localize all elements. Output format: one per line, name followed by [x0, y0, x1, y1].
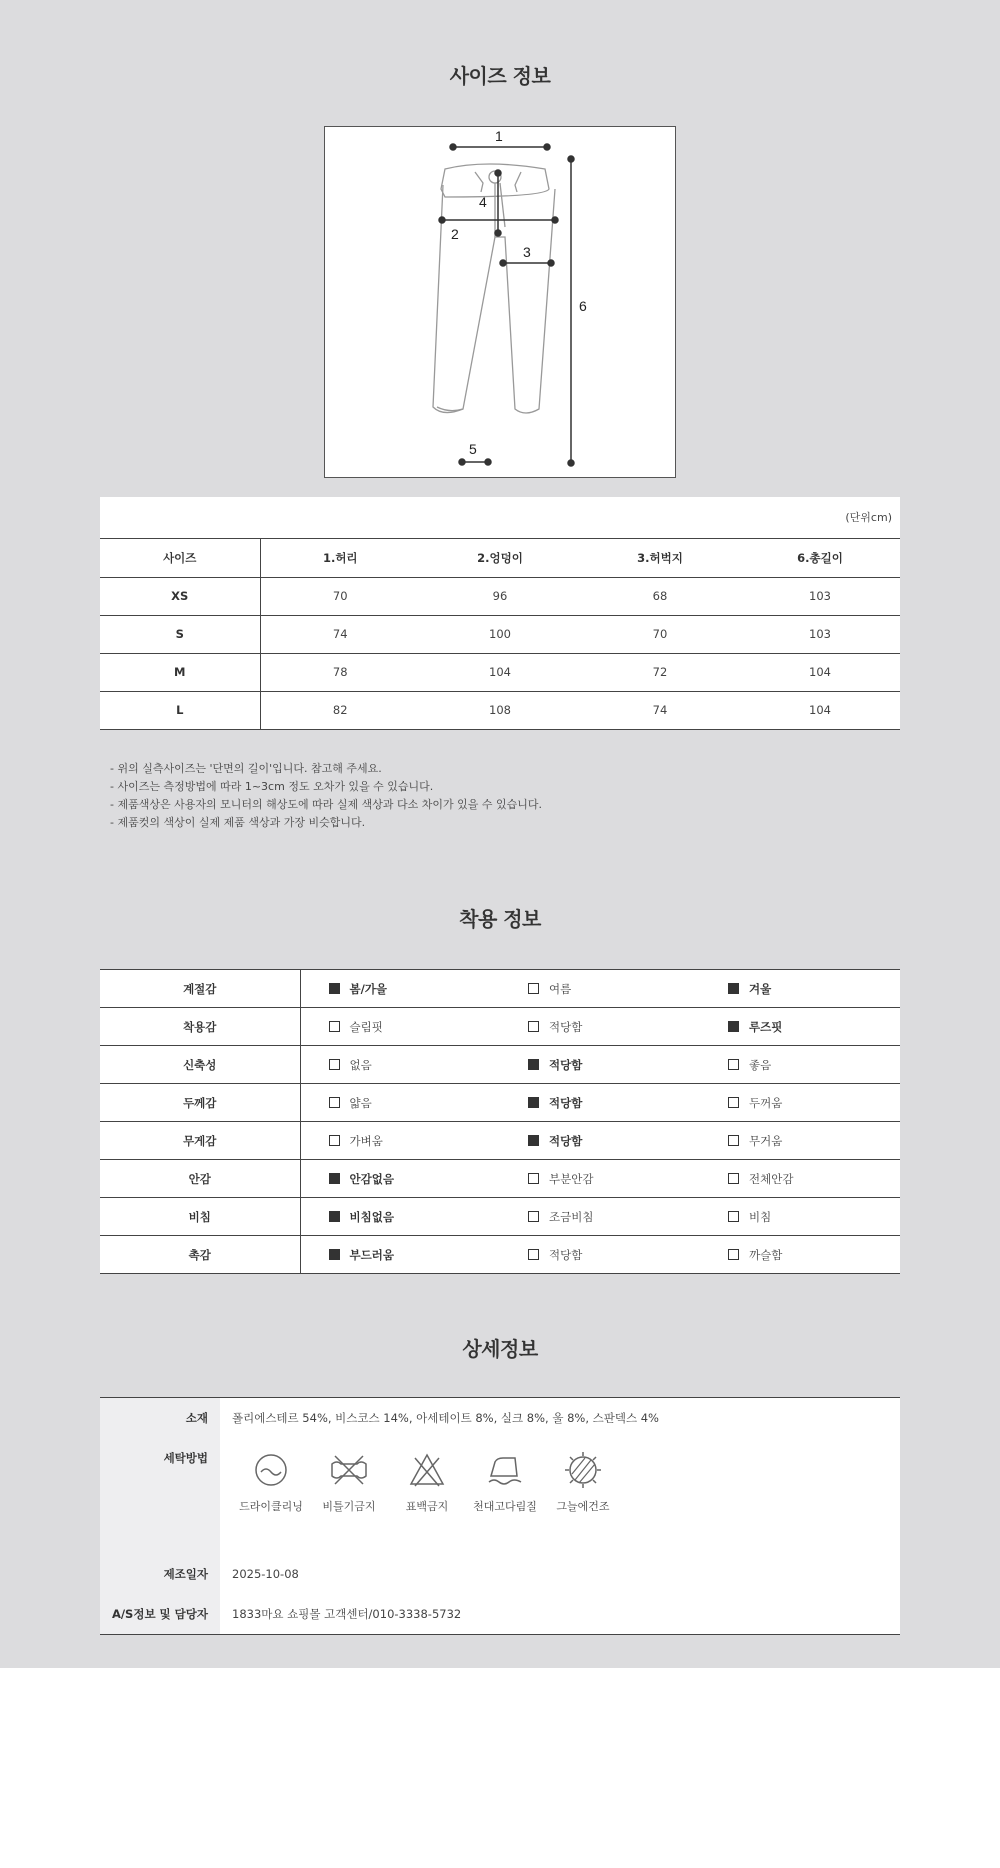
fit-option-label: 가벼움	[349, 1133, 383, 1148]
fit-option	[500, 1236, 700, 1274]
fit-option	[500, 1046, 700, 1084]
care-item-label: 비틀기금지	[322, 1500, 376, 1513]
fit-option-label: 적당함	[549, 1019, 583, 1034]
fit-row	[100, 1236, 900, 1274]
size-header-cell: 3.허벅지	[580, 539, 740, 577]
note-line: - 제품컷의 색상이 실제 제품 색상과 가장 비슷합니다.	[110, 816, 366, 829]
size-value-cell: 78	[260, 653, 420, 691]
care-item	[466, 1450, 544, 1514]
as-info-value: 1833마요 쇼핑몰 고객센터/010-3338-5732	[232, 1607, 462, 1621]
table-row	[100, 691, 900, 729]
fit-table	[100, 969, 900, 1274]
checked-box-icon	[329, 1173, 340, 1184]
fit-option	[700, 970, 900, 1008]
fit-option-label: 적당함	[549, 1057, 583, 1072]
size-name-cell: XS	[100, 577, 260, 615]
as-info-label: A/S정보 및 담당자	[100, 1594, 220, 1634]
size-value-cell: 104	[740, 653, 900, 691]
checked-box-icon	[528, 1135, 539, 1146]
fit-option-label: 안감없음	[349, 1171, 394, 1186]
fit-option	[300, 1122, 500, 1160]
fit-row	[100, 1046, 900, 1084]
fit-option	[500, 970, 700, 1008]
detail-row-wash	[100, 1438, 900, 1554]
care-item	[310, 1450, 388, 1514]
unchecked-box-icon	[728, 1135, 739, 1146]
unchecked-box-icon	[329, 1059, 340, 1070]
fit-option-label: 까슬함	[749, 1247, 783, 1262]
fit-option-label: 적당함	[549, 1247, 583, 1262]
unchecked-box-icon	[528, 1211, 539, 1222]
unchecked-box-icon	[528, 1021, 539, 1032]
checked-box-icon	[329, 1249, 340, 1260]
fit-row-label: 신축성	[100, 1046, 300, 1084]
diagram-label-2: 2	[451, 226, 459, 242]
mfg-date-label: 제조일자	[100, 1554, 220, 1594]
fit-option-label: 좋음	[749, 1057, 772, 1072]
note-line: - 위의 실측사이즈는 '단면의 길이'입니다. 참고해 주세요.	[110, 762, 382, 775]
fit-option-label: 조금비침	[549, 1209, 594, 1224]
pants-outline-illustration	[325, 127, 675, 477]
size-value-cell: 103	[740, 577, 900, 615]
fit-row	[100, 970, 900, 1008]
fit-option-label: 여름	[549, 981, 572, 996]
note-line: - 제품색상은 사용자의 모니터의 해상도에 따라 실제 색상과 다소 차이가 있을 수 있습니다.	[110, 798, 542, 811]
fit-option	[700, 1198, 900, 1236]
fit-option	[300, 1084, 500, 1122]
fit-option-label: 두꺼움	[749, 1095, 783, 1110]
size-table	[100, 539, 900, 730]
care-item	[232, 1450, 310, 1514]
detail-section-title: 상세정보	[462, 1337, 538, 1361]
size-value-cell: 72	[580, 653, 740, 691]
care-item-label: 표백금지	[405, 1500, 449, 1513]
fit-row-label: 두께감	[100, 1084, 300, 1122]
no-bleach-icon	[407, 1450, 447, 1490]
fit-option-label: 적당함	[549, 1095, 583, 1110]
fit-option	[700, 1236, 900, 1274]
fit-option	[300, 1160, 500, 1198]
size-value-cell: 108	[420, 691, 580, 729]
size-table-container	[100, 497, 900, 730]
size-value-cell: 82	[260, 691, 420, 729]
detail-row-material	[100, 1398, 900, 1438]
fit-option-label: 비침없음	[349, 1209, 394, 1224]
unchecked-box-icon	[728, 1173, 739, 1184]
size-name-cell: L	[100, 691, 260, 729]
size-value-cell: 68	[580, 577, 740, 615]
unchecked-box-icon	[329, 1097, 340, 1108]
fit-row	[100, 1198, 900, 1236]
wash-label: 세탁방법	[100, 1438, 220, 1554]
fit-option-label: 부드러움	[349, 1247, 394, 1262]
detail-table	[100, 1397, 900, 1635]
fit-table-container	[100, 969, 900, 1274]
table-row	[100, 615, 900, 653]
pants-measurement-diagram	[324, 126, 676, 478]
fit-option	[500, 1198, 700, 1236]
size-table-header	[100, 539, 900, 577]
fit-option	[700, 1122, 900, 1160]
diagram-label-6: 6	[579, 298, 587, 314]
size-section-title: 사이즈 정보	[449, 64, 551, 88]
unit-label: (단위cm)	[100, 497, 900, 539]
unchecked-box-icon	[728, 1097, 739, 1108]
material-label: 소재	[100, 1398, 220, 1438]
fit-option	[500, 1008, 700, 1046]
size-value-cell: 104	[420, 653, 580, 691]
fit-option	[300, 1046, 500, 1084]
fit-option-label: 얇음	[349, 1095, 372, 1110]
material-value: 폴리에스테르 54%, 비스코스 14%, 아세테이트 8%, 실크 8%, 울 8%, 스판덱스 4%	[232, 1411, 659, 1425]
diagram-label-4: 4	[479, 194, 487, 210]
table-row	[100, 653, 900, 691]
diagram-label-5: 5	[469, 441, 477, 457]
fit-option-label: 비침	[749, 1209, 772, 1224]
fit-row	[100, 1160, 900, 1198]
size-notes	[110, 760, 542, 832]
fit-row-label: 무게감	[100, 1122, 300, 1160]
unchecked-box-icon	[329, 1135, 340, 1146]
fit-option	[500, 1160, 700, 1198]
fit-option-label: 부분안감	[549, 1171, 594, 1186]
fit-row	[100, 1008, 900, 1046]
unchecked-box-icon	[728, 1059, 739, 1070]
detail-row-mfg-date	[100, 1554, 900, 1594]
care-item	[544, 1450, 622, 1514]
fit-option	[700, 1160, 900, 1198]
care-item-label: 드라이클리닝	[239, 1500, 303, 1513]
detail-row-as-info	[100, 1594, 900, 1634]
fit-option-label: 없음	[349, 1057, 372, 1072]
size-value-cell: 70	[260, 577, 420, 615]
unchecked-box-icon	[728, 1211, 739, 1222]
fit-option	[700, 1084, 900, 1122]
unchecked-box-icon	[728, 1249, 739, 1260]
checked-box-icon	[528, 1059, 539, 1070]
fit-option	[300, 1198, 500, 1236]
fit-option-label: 무거움	[749, 1133, 783, 1148]
fit-option-label: 루즈핏	[749, 1019, 783, 1034]
fit-option	[500, 1084, 700, 1122]
fit-row	[100, 1122, 900, 1160]
size-value-cell: 96	[420, 577, 580, 615]
fit-row-label: 계절감	[100, 970, 300, 1008]
care-item	[388, 1450, 466, 1514]
unchecked-box-icon	[528, 1249, 539, 1260]
size-value-cell: 70	[580, 615, 740, 653]
wash-icons	[220, 1438, 900, 1554]
fit-option-label: 겨울	[749, 981, 772, 996]
unchecked-box-icon	[528, 1173, 539, 1184]
fit-option-label: 슬림핏	[349, 1019, 383, 1034]
care-item-label: 천대고다림질	[473, 1500, 537, 1513]
size-value-cell: 74	[580, 691, 740, 729]
unchecked-box-icon	[329, 1021, 340, 1032]
table-row	[100, 577, 900, 615]
fit-section-title: 착용 정보	[459, 907, 541, 931]
fit-row-label: 안감	[100, 1160, 300, 1198]
unchecked-box-icon	[528, 983, 539, 994]
iron-cloth-icon	[485, 1450, 525, 1490]
note-line: - 사이즈는 측정방법에 따라 1~3cm 정도 오차가 있을 수 있습니다.	[110, 780, 434, 793]
care-item-label: 그늘에건조	[556, 1500, 610, 1513]
fit-row-label: 비침	[100, 1198, 300, 1236]
fit-option	[700, 1046, 900, 1084]
fit-row-label: 착용감	[100, 1008, 300, 1046]
checked-box-icon	[728, 983, 739, 994]
dry-clean-icon	[251, 1450, 291, 1490]
fit-row	[100, 1084, 900, 1122]
fit-option-label: 봄/가을	[349, 981, 388, 996]
fit-row-label: 촉감	[100, 1236, 300, 1274]
size-name-cell: S	[100, 615, 260, 653]
diagram-label-1: 1	[495, 128, 503, 144]
mfg-date-value: 2025-10-08	[232, 1567, 299, 1581]
checked-box-icon	[329, 1211, 340, 1222]
fit-option	[300, 1008, 500, 1046]
size-header-cell: 2.엉덩이	[420, 539, 580, 577]
size-value-cell: 103	[740, 615, 900, 653]
size-header-cell: 1.허리	[260, 539, 420, 577]
size-name-cell: M	[100, 653, 260, 691]
shade-dry-icon	[563, 1450, 603, 1490]
fit-option-label: 적당함	[549, 1133, 583, 1148]
no-wring-icon	[329, 1450, 369, 1490]
checked-box-icon	[329, 983, 340, 994]
size-header-cell: 사이즈	[100, 539, 260, 577]
size-value-cell: 104	[740, 691, 900, 729]
fit-option	[700, 1008, 900, 1046]
checked-box-icon	[728, 1021, 739, 1032]
fit-option-label: 전체안감	[749, 1171, 794, 1186]
size-value-cell: 74	[260, 615, 420, 653]
size-header-cell: 6.총길이	[740, 539, 900, 577]
size-value-cell: 100	[420, 615, 580, 653]
fit-option	[300, 1236, 500, 1274]
fit-option	[300, 970, 500, 1008]
checked-box-icon	[528, 1097, 539, 1108]
diagram-label-3: 3	[523, 244, 531, 260]
fit-option	[500, 1122, 700, 1160]
